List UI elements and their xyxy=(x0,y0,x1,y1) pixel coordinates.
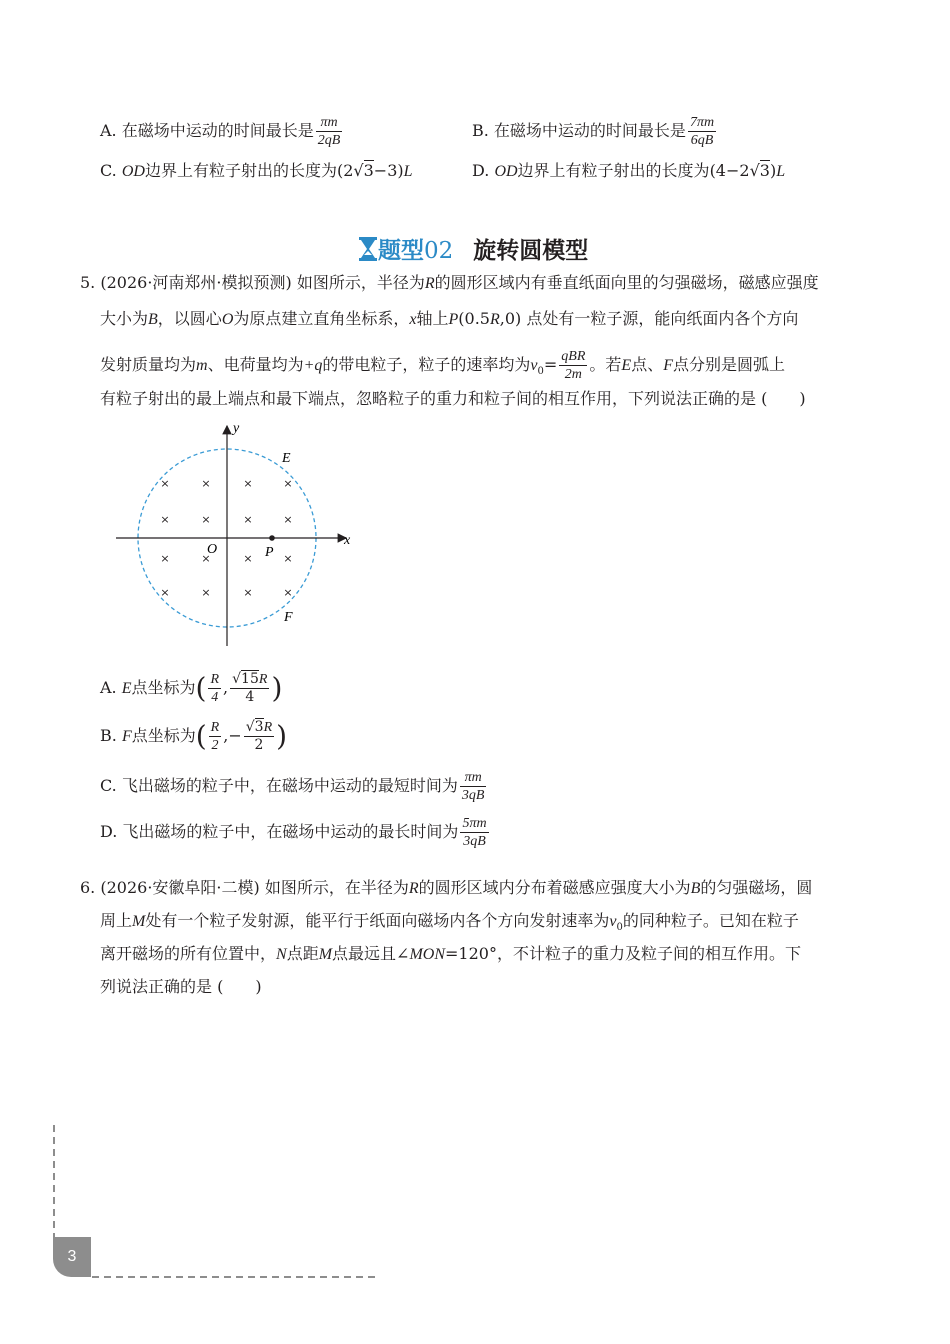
q6-line-4: 列说法正确的是 ( ) xyxy=(100,977,262,996)
label-x: x xyxy=(344,533,351,548)
q5-line-4: 有粒子射出的最上端点和最下端点，忽略粒子的重力和粒子间的相互作用，下列说法正确的是 ( ) xyxy=(100,389,806,408)
field-cross: × xyxy=(243,586,253,599)
option-b-top xyxy=(472,114,718,149)
field-cross: × xyxy=(243,513,253,526)
field-cross: × xyxy=(283,586,293,599)
label-o: O xyxy=(207,542,218,557)
field-cross: × xyxy=(243,552,253,565)
label-f: F xyxy=(284,610,293,625)
option-c-top: C. OD边界上有粒子射出的长度为(2√3−3)L xyxy=(100,161,413,180)
q5-option-d: D. 飞出磁场的粒子中，在磁场中运动的最长时间为 $\frac{5\pi m}{3qB}$ xyxy=(100,816,487,849)
field-cross: × xyxy=(201,552,211,565)
label-e: E xyxy=(282,451,291,466)
field-cross: × xyxy=(283,513,293,526)
section-number: 02 xyxy=(424,238,454,264)
option-text: B. 在磁场中运动的时间最长是 xyxy=(472,121,686,140)
fraction: $\frac{7\pi m}{6qB}$ xyxy=(689,115,715,148)
fraction: $\frac{\pi m}{2qB}$ xyxy=(317,115,341,148)
q6-line-2: 周上M处有一个粒子发射源，能平行于纸面向磁场内各个方向发射速率为$v_0$的同种粒子。已知在粒子 xyxy=(100,911,799,934)
section-title: 旋转圆模型 xyxy=(473,238,589,264)
label-y: y xyxy=(233,421,240,436)
q5-option-a: A. E点坐标为( $\frac{R}{4}$ , $\frac{√15R}{4}$ ) xyxy=(100,671,283,705)
field-cross: × xyxy=(160,513,170,526)
q5-line-2: 大小为B，以圆心O为原点建立直角坐标系，x轴上P(0.5R,0) 点处有一粒子源，能向纸面内各个方向 xyxy=(100,309,799,328)
field-cross: × xyxy=(201,513,211,526)
q5-option-b: B. F点坐标为( $\frac{R}{2}$ ,− $\frac{√3R}{2}$ ) xyxy=(100,719,288,753)
field-cross: × xyxy=(243,477,253,490)
q5-line-1: 5. (2026·河南郑州·模拟预测) 如图所示，半径为R的圆形区域内有垂直纸面向里的匀强磁场，磁感应强度 xyxy=(80,273,819,292)
q6-line-1: 6. (2026·安徽阜阳·二模) 如图所示，在半径为R的圆形区域内分布着磁感应强度大小为B的匀强磁场，圆 xyxy=(80,878,813,897)
section-prefix: 题型 xyxy=(378,238,424,264)
fraction: $\frac{\text{qBR}}{2m}$ xyxy=(561,349,586,382)
q5-option-c: C. 飞出磁场的粒子中，在磁场中运动的最短时间为 $\frac{\pi m}{3qB}$ xyxy=(100,770,485,803)
magnetic-field-figure xyxy=(110,420,360,650)
label-p: P xyxy=(265,545,274,560)
q6-line-3: 离开磁场的所有位置中，N点距M点最远且∠MON=120°，不计粒子的重力及粒子间的相互作用。下 xyxy=(100,944,801,963)
field-cross: × xyxy=(160,477,170,490)
page-number: 3 xyxy=(53,1237,91,1277)
field-cross: × xyxy=(201,586,211,599)
field-cross: × xyxy=(283,552,293,565)
point-p xyxy=(269,535,275,541)
option-text: A. 在磁场中运动的时间最长是 xyxy=(100,121,314,140)
option-a-top xyxy=(100,114,344,149)
option-d-top: D. OD边界上有粒子射出的长度为(4−2√3)L xyxy=(472,161,786,180)
field-cross: × xyxy=(283,477,293,490)
hourglass-icon xyxy=(358,236,378,262)
q5-line-3: 发射质量均为m、电荷量均为+q的带电粒子，粒子的速率均为$v_0=$ $\frac{\text{qBR}}{2m}$ 。若E点、F点分别是圆弧上 xyxy=(100,349,786,382)
field-cross: × xyxy=(160,552,170,565)
field-cross: × xyxy=(201,477,211,490)
field-cross: × xyxy=(160,586,170,599)
section-heading xyxy=(358,232,588,262)
